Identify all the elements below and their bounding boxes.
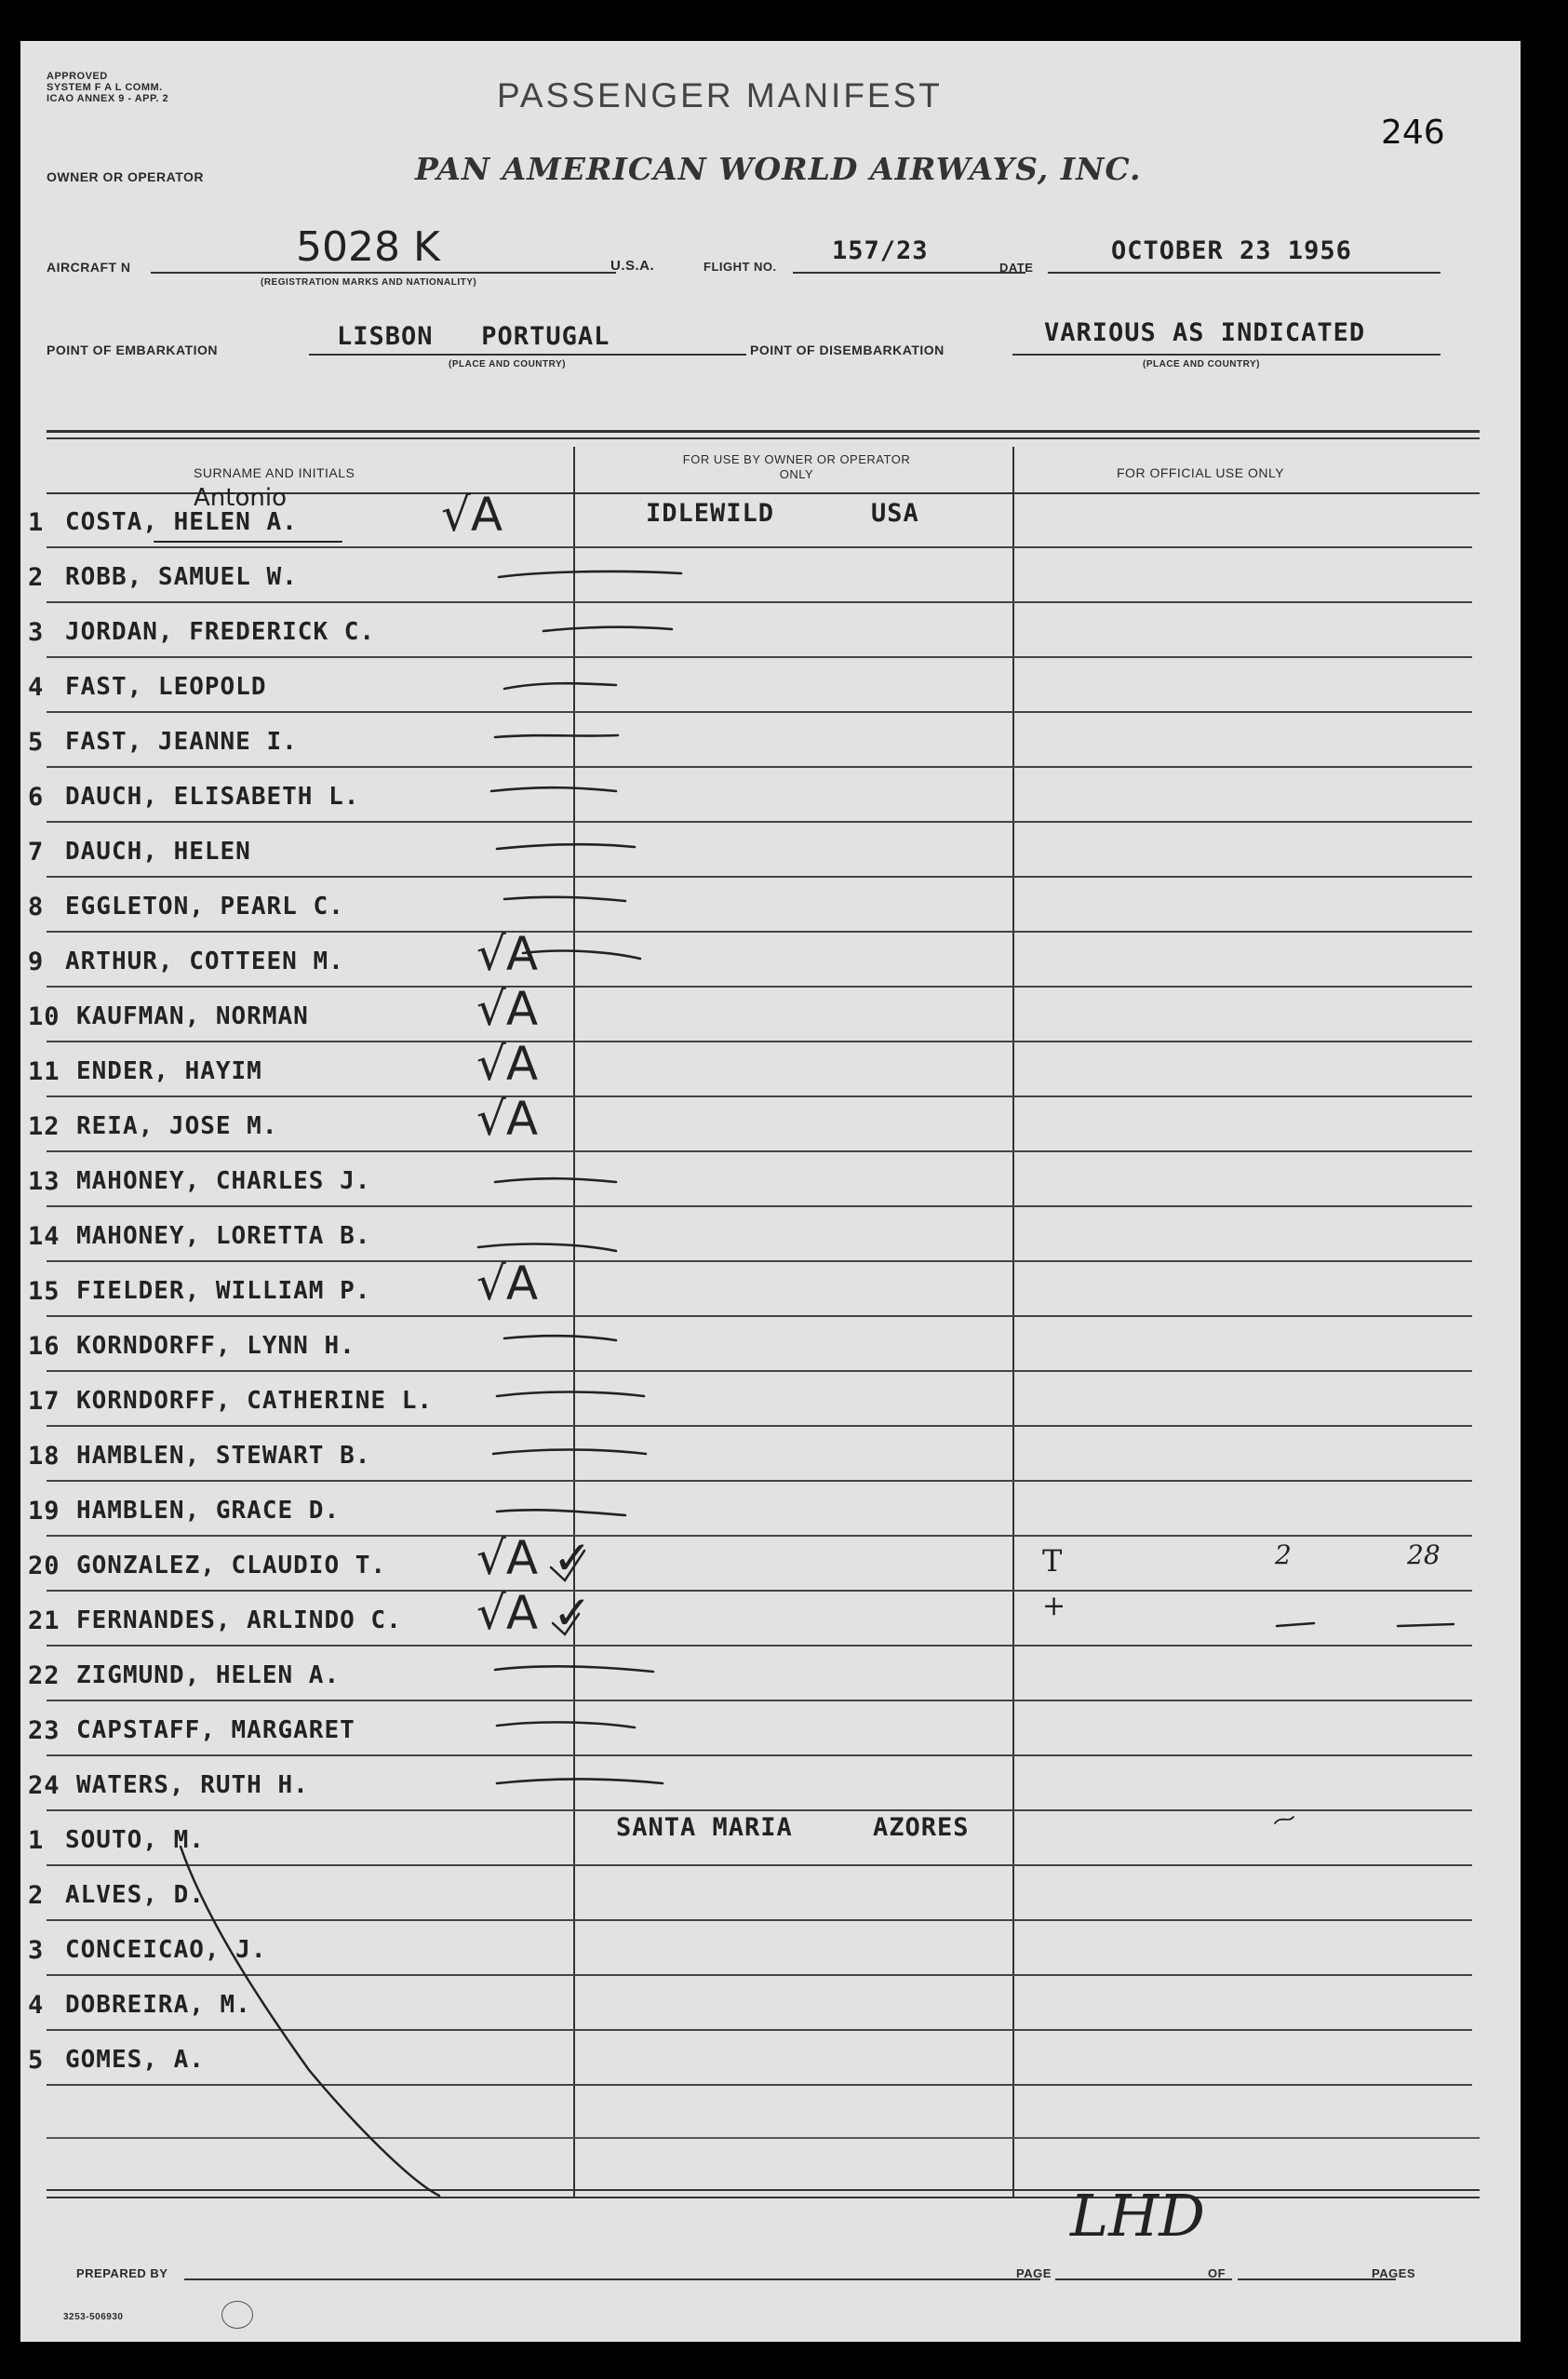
passenger-name: GOMES, A.: [65, 2046, 205, 2074]
ditto-dashes: [478, 571, 681, 1783]
verification-mark: √A: [476, 1037, 539, 1091]
flight-label: FLIGHT NO.: [704, 260, 777, 274]
passenger-name: HAMBLEN, STEWART B.: [76, 1442, 371, 1470]
passenger-number: 21: [28, 1606, 60, 1635]
handwritten-antonio: Antonio: [194, 484, 287, 512]
passenger-name: CONCEICAO, J.: [65, 1936, 267, 1964]
col-header-owner: FOR USE BY OWNER OR OPERATOR ONLY: [682, 452, 911, 481]
passenger-number: 2: [28, 563, 45, 592]
passenger-number: 11: [28, 1057, 60, 1086]
embark-subtitle: (PLACE AND COUNTRY): [449, 359, 566, 370]
dest-azores: AZORES: [873, 1813, 970, 1842]
passenger-number: 1: [28, 508, 45, 537]
passenger-name: REIA, JOSE M.: [76, 1112, 278, 1140]
passenger-name: KAUFMAN, NORMAN: [76, 1002, 309, 1030]
passenger-number: 16: [28, 1332, 60, 1361]
dest-usa: USA: [871, 499, 919, 528]
passenger-number: 22: [28, 1661, 60, 1690]
passenger-name: JORDAN, FREDERICK C.: [65, 618, 376, 646]
passenger-name: KORNDORFF, LYNN H.: [76, 1332, 355, 1360]
diagonal-strike: [181, 1847, 439, 2196]
verification-mark: √A: [476, 1092, 539, 1146]
passenger-number: 20: [28, 1552, 60, 1580]
flight-number: 157/23: [832, 236, 929, 265]
pages-label: PAGES: [1372, 2266, 1416, 2280]
disembark-place: VARIOUS AS INDICATED: [1044, 318, 1366, 347]
passenger-number: 12: [28, 1112, 60, 1141]
dest-idlewild: IDLEWILD: [646, 499, 775, 528]
passenger-name: ZIGMUND, HELEN A.: [76, 1661, 341, 1689]
passenger-name: ALVES, D.: [65, 1881, 205, 1909]
passenger-name: DAUCH, ELISABETH L.: [65, 783, 360, 811]
aircraft-number: 5028 K: [296, 223, 440, 271]
passenger-name: MAHONEY, CHARLES J.: [76, 1167, 371, 1195]
passenger-number: 4: [28, 673, 45, 702]
passenger-name: FERNANDES, ARLINDO C.: [76, 1606, 402, 1634]
official-mark-plus: +: [1042, 1590, 1066, 1622]
approval-line: SYSTEM F A L COMM.: [47, 82, 163, 93]
usa-label: U.S.A.: [610, 258, 655, 274]
passenger-name: FAST, LEOPOLD: [65, 673, 267, 701]
official-dash: [1398, 1624, 1454, 1626]
verification-mark: √A: [476, 1257, 539, 1310]
embark-label: POINT OF EMBARKATION: [47, 343, 218, 357]
official-dash: [1277, 1623, 1314, 1626]
passenger-name: GONZALEZ, CLAUDIO T.: [76, 1552, 387, 1579]
passenger-name: DOBREIRA, M.: [65, 1991, 251, 2019]
dest-santa-maria: SANTA MARIA: [616, 1813, 793, 1842]
passenger-number: 13: [28, 1167, 60, 1196]
verification-mark: √A ✓: [476, 1586, 592, 1640]
passenger-number: 8: [28, 893, 45, 921]
aircraft-label: AIRCRAFT N: [47, 260, 131, 275]
pencil-mark: [1275, 1817, 1293, 1823]
disembark-label: POINT OF DISEMBARKATION: [750, 343, 945, 357]
official-mark-2: 2: [1275, 1539, 1292, 1570]
aircraft-subtitle: (REGISTRATION MARKS AND NATIONALITY): [261, 277, 477, 288]
passenger-number: 19: [28, 1497, 60, 1526]
page-label: PAGE: [1016, 2266, 1052, 2280]
prepared-by-label: PREPARED BY: [76, 2266, 168, 2280]
verification-mark: √A ✓: [476, 1531, 592, 1585]
union-bug-seal: [221, 2301, 253, 2329]
verification-mark: √A: [476, 927, 539, 981]
form-code: 3253-506930: [63, 2312, 124, 2322]
verification-mark: √A: [441, 488, 503, 542]
passenger-name: SOUTO, M.: [65, 1826, 205, 1854]
passenger-name: HAMBLEN, GRACE D.: [76, 1497, 341, 1525]
check-mark-icon: [553, 1614, 579, 1634]
approval-line: ICAO ANNEX 9 - APP. 2: [47, 93, 169, 104]
passenger-number: 3: [28, 1936, 45, 1965]
passenger-name: WATERS, RUTH H.: [76, 1771, 309, 1799]
initials-signature: LHD: [1070, 2182, 1205, 2250]
pen-strokes: [20, 41, 1521, 2342]
passenger-name: ROBB, SAMUEL W.: [65, 563, 298, 591]
owner-name: PAN AMERICAN WORLD AIRWAYS, INC.: [415, 151, 1142, 187]
passenger-number: 6: [28, 783, 45, 812]
passenger-name: MAHONEY, LORETTA B.: [76, 1222, 371, 1250]
passenger-name: EGGLETON, PEARL C.: [65, 893, 344, 921]
passenger-number: 10: [28, 1002, 60, 1031]
passenger-number: 14: [28, 1222, 60, 1251]
passenger-number: 15: [28, 1277, 60, 1306]
of-label: OF: [1208, 2266, 1226, 2280]
manifest-page: [20, 41, 1521, 2342]
approval-line: APPROVED: [47, 71, 108, 82]
passenger-name: KORNDORFF, CATHERINE L.: [76, 1387, 434, 1415]
passenger-number: 23: [28, 1716, 60, 1745]
passenger-number: 24: [28, 1771, 60, 1800]
passenger-number: 1: [28, 1826, 45, 1855]
passenger-number: 3: [28, 618, 45, 647]
passenger-number: 5: [28, 728, 45, 757]
official-mark-t: T: [1042, 1543, 1063, 1579]
passenger-name: CAPSTAFF, MARGARET: [76, 1716, 355, 1744]
passenger-name: ARTHUR, COTTEEN M.: [65, 948, 344, 975]
passenger-name: ENDER, HAYIM: [76, 1057, 262, 1085]
passenger-name: DAUCH, HELEN: [65, 838, 251, 866]
col-header-surname: SURNAME AND INITIALS: [194, 465, 355, 480]
verification-mark: √A: [476, 982, 539, 1036]
date-label: DATE: [999, 261, 1034, 275]
passenger-name: COSTA, HELEN A.: [65, 508, 298, 536]
disembark-subtitle: (PLACE AND COUNTRY): [1143, 359, 1260, 370]
passenger-number: 5: [28, 2046, 45, 2075]
flight-date: OCTOBER 23 1956: [1111, 236, 1352, 265]
passenger-number: 18: [28, 1442, 60, 1471]
col-header-official: FOR OFFICIAL USE ONLY: [1117, 465, 1285, 480]
passenger-number: 17: [28, 1387, 60, 1416]
form-title: PASSENGER MANIFEST: [497, 76, 943, 114]
passenger-name: FAST, JEANNE I.: [65, 728, 298, 756]
page-number: 246: [1381, 114, 1445, 152]
official-mark-28: 28: [1407, 1539, 1441, 1570]
passenger-name: FIELDER, WILLIAM P.: [76, 1277, 371, 1305]
passenger-number: 7: [28, 838, 45, 867]
check-mark-icon: [551, 1551, 584, 1580]
passenger-number: 2: [28, 1881, 45, 1910]
owner-label: OWNER OR OPERATOR: [47, 169, 204, 184]
passenger-number: 4: [28, 1991, 45, 2020]
embark-place: LISBON PORTUGAL: [337, 322, 610, 351]
passenger-number: 9: [28, 948, 45, 976]
